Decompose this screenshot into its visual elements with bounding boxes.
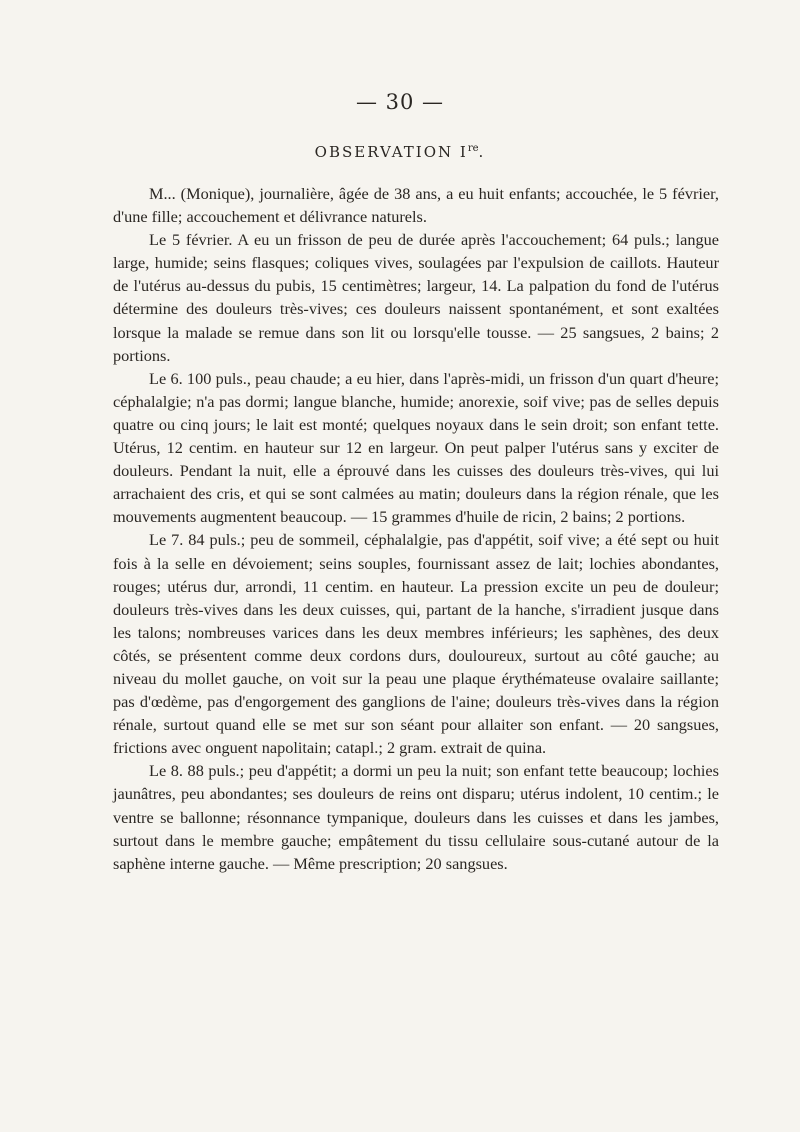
paragraph-intro: M... (Monique), journalière, âgée de 38 ans, a eu huit enfants; accouchée, le 5 février, d'une fille; accouchement et délivrance naturels. bbox=[113, 184, 719, 227]
observation-body bbox=[113, 182, 719, 875]
page-number: — 30 — bbox=[355, 90, 445, 114]
heading-suffix: . bbox=[478, 143, 486, 161]
heading-text: OBSERVATION I bbox=[314, 143, 468, 161]
paragraph-day-7: Le 7. 84 puls.; peu de sommeil, céphalalgie, pas d'appétit, soif vive; a été sept ou huit fois à la selle en dévoiement; seins souples, fournissant assez de lait; lochies abondantes, rouges; utérus dur, arrondi, 11 centim. en hauteur. La pression excite un peu de douleur; douleurs très-vives dans les deux cuisses, qui, partant de la hanche, s'irradient jusque dans les talons; nombreuses varices dans les deux membres inférieurs; les saphènes, des deux côtés, se présentent comme deux cordons durs, douloureux, surtout au côté gauche; au niveau du mollet gauche, on voit sur la peau une plaque érythémateuse ovalaire saillante; pas d'œdème, pas d'engorgement des ganglions de l'aine; douleurs très-vives dans la région rénale, surtout quand elle se met sur son séant pour allaiter son enfant. — 20 sangsues, frictions avec onguent napolitain; catapl.; 2 gram. extrait de quina. bbox=[113, 530, 719, 758]
paragraph-day-8: Le 8. 88 puls.; peu d'appétit; a dormi un peu la nuit; son enfant tette beaucoup; lochies jaunâtres, peu abondantes; ses douleurs de reins ont disparu; utérus indolent, 10 centim.; le ventre se ballonne; résonnance tympanique, douleurs dans les cuisses et dans les jambes, surtout dans le membre gauche; empâtement du tissu cellulaire sous-cutané autour de la saphène interne gauche. — Même prescription; 20 sangsues. bbox=[113, 761, 719, 873]
paragraph-day-5: Le 5 février. A eu un frisson de peu de durée après l'accouchement; 64 puls.; langue large, humide; seins flasques; coliques vives, soulagées par l'expulsion de caillots. Hauteur de l'utérus au-dessus du pubis, 15 centimètres; largeur, 14. La palpation du fond de l'utérus détermine des douleurs très-vives; ces douleurs naissent spontanément, et sont exaltées lorsque la malade se remue dans son lit ou lorsqu'elle tousse. — 25 sangsues, 2 bains; 2 portions. bbox=[113, 230, 719, 365]
paragraph-day-6: Le 6. 100 puls., peau chaude; a eu hier, dans l'après-midi, un frisson d'un quart d'heure; céphalalgie; n'a pas dormi; langue blanche, humide; anorexie, soif vive; pas de selles depuis quatre ou cinq jours; le lait est monté; quelques noyaux dans le sein droit; son enfant tette. Utérus, 12 centim. en hauteur sur 12 en largeur. On peut palper l'utérus sans y exciter de douleurs. Pendant la nuit, elle a éprouvé dans les cuisses des douleurs très-vives, qui lui arrachaient des cris, et qui se sont calmées au matin; douleurs dans la région rénale, que les mouvements augmentent beaucoup. — 15 grammes d'huile de ricin, 2 bains; 2 portions. bbox=[113, 368, 719, 527]
observation-heading bbox=[0, 143, 800, 161]
heading-superscript: re bbox=[467, 143, 479, 154]
